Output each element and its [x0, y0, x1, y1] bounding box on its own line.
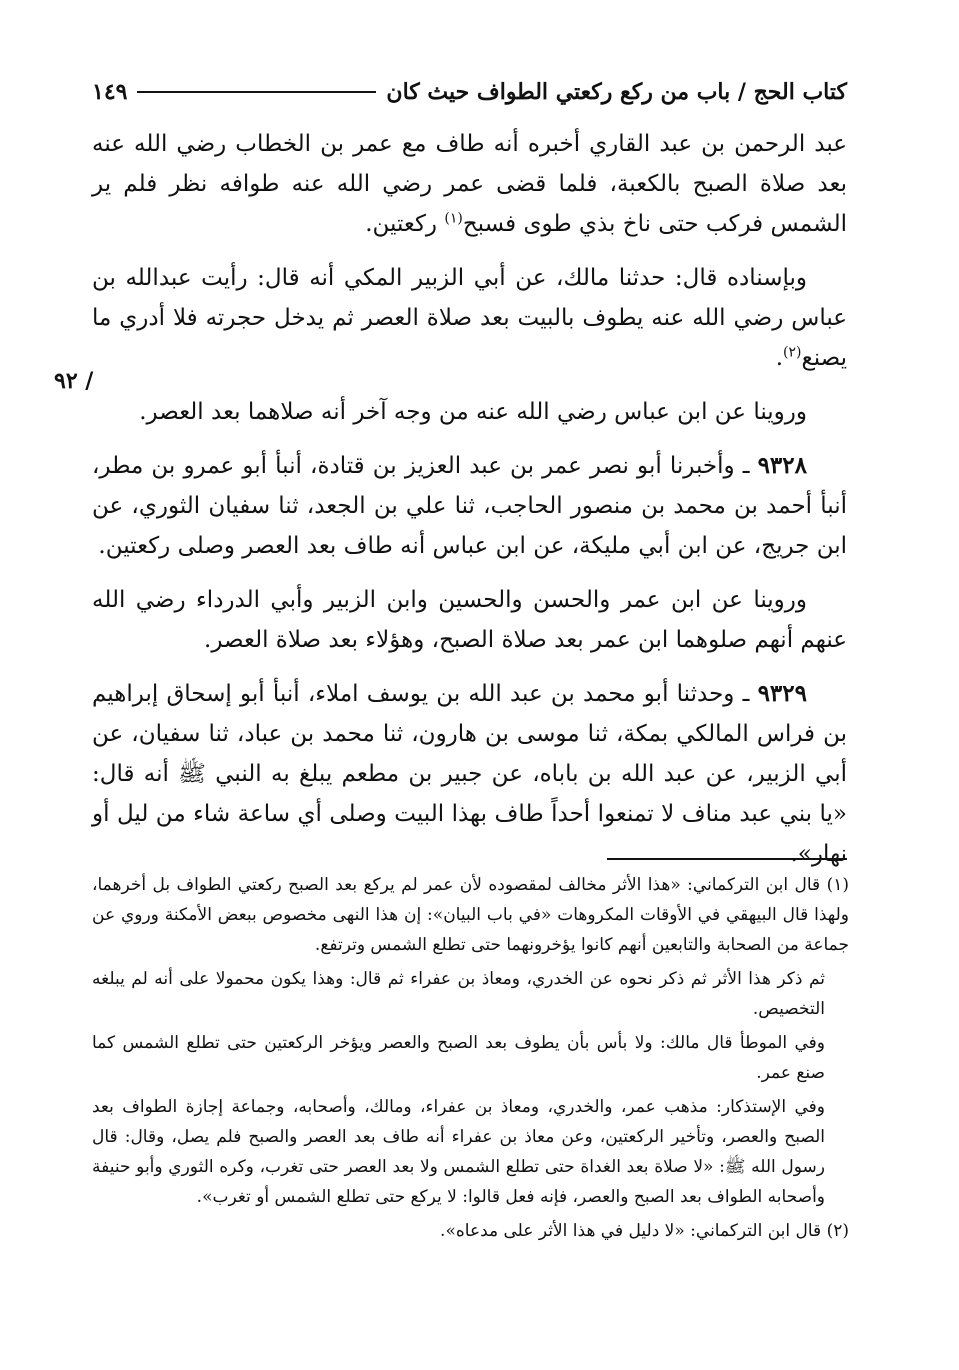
hadith-text: ـ وأخبرنا أبو نصر عمر بن عبد العزيز بن قتادة، أنبأ أبو عمرو بن مطر، أنبأ أحمد بن محمد بن منصور الحاجب، ثنا علي بن الجعد، ثنا سفيان الثوري، عن ابن جريج، عن ابن أبي مليكة، عن ابن عباس أنه طاف بعد العصر وصلى ركعتين. [92, 453, 847, 559]
paragraph-5: وروينا عن ابن عمر والحسن والحسين وابن الزبير وأبي الدرداء رضي الله عنهم أنهم صلوهما ابن عمر بعد صلاة الصبح، وهؤلاء بعد صلاة العصر. [92, 587, 847, 653]
footnotes [92, 870, 849, 1250]
main-text [92, 124, 847, 888]
footnote-marker: (١) [444, 210, 463, 227]
footnote-2: (٢) قال ابن التركماني: «لا دليل في هذا الأثر على مدعاه». [440, 1221, 849, 1241]
paragraph-3: وروينا عن ابن عباس رضي الله عنه من وجه آخر أنه صلاهما بعد العصر. [139, 399, 807, 425]
footnote-1-continued: وفي الإستذكار: مذهب عمر، والخدري، ومعاذ بن عفراء، ومالك، وأصحابه، وجماعة إجازة الطواف بعد الصبح والعصر، وتأخير الركعتين، وعن معاذ بن عفراء أنه طاف بعد العصر والصبح فلم يصل، وقال: قال رسول الله ﷺ: «لا صلاة بعد الغداة حتى تطلع الشمس ولا بعد العصر حتى تغرب، وكره الثوري وأبو حنيفة وأصحابه الطواف بعد الصبح والعصر، فإنه فعل قالوا: لا يركع حتى تطلع الشمس أو تغرب». [92, 1097, 825, 1207]
footnote-1-continued: ثم ذكر هذا الأثر ثم ذكر نحوه عن الخدري، ومعاذ بن عفراء ثم قال: وهذا يكون محمولا على أنه لم يبلغه التخصيص. [92, 969, 825, 1019]
footnote-marker: (٢) [783, 344, 802, 361]
paragraph-text: عبد الرحمن بن عبد القاري أخبره أنه طاف مع عمر بن الخطاب رضي الله عنه بعد صلاة الصبح بالكعبة، فلما قضى عمر رضي الله عنه طوافه نظر فلم ير الشمس فركب حتى ناخ بذي طوى فسبح [92, 131, 847, 237]
hadith-text: ـ وحدثنا أبو محمد بن عبد الله بن يوسف املاء، أنبأ أبو إسحاق إبراهيم بن فراس المالكي بمكة، ثنا موسى بن هارون، ثنا محمد بن عباد، ثنا سفيان، عن أبي الزبير، عن عبد الله بن باباه، عن جبير بن مطعم يبلغ به النبي ﷺ أنه قال: «يا بني عبد مناف لا تمنعوا أحداً طاف بهذا البيت وصلى أي ساعة شاء من ليل أو نهار». [92, 681, 847, 867]
paragraph-text-tail: ركعتين. [365, 211, 445, 237]
paragraph-text: وبإسناده قال: حدثنا مالك، عن أبي الزبير المكي أنه قال: رأيت عبدالله بن عباس رضي الله عنه يطوف بالبيت بعد صلاة العصر ثم يدخل حجرته فلا أدري ما يصنع [92, 265, 847, 371]
footnote-1: (١) قال ابن التركماني: «هذا الأثر مخالف لمقصوده لأن عمر لم يركع بعد الصبح ركعتي الطواف بل أخرهما، ولهذا قال البيهقي في الأوقات المكروهات «في باب البيان»: إن هذا النهى مخصوص ببعض الأمكنة وروي عن جماعة من الصحابة والتابعين أنهم كانوا يؤخرونهما حتى تطلع الشمس وترتفع. [92, 875, 849, 955]
hadith-9328 [92, 446, 847, 566]
paragraph-text-tail: . [775, 345, 783, 371]
hadith-number: ٩٣٢٩ [757, 680, 807, 707]
margin-note: ٩٢ / [54, 368, 94, 394]
running-title: كتاب الحج / باب من ركع ركعتي الطواف حيث كان [386, 79, 847, 105]
hadith-9329 [92, 674, 847, 874]
page-number: ١٤٩ [92, 79, 128, 105]
hadith-number: ٩٣٢٨ [757, 452, 807, 479]
header-rule [137, 91, 376, 93]
paragraph-1 [92, 124, 847, 244]
page-header [92, 72, 847, 112]
footnote-separator [607, 858, 847, 860]
footnote-1-continued: وفي الموطأ قال مالك: ولا بأس بأن يطوف بعد الصبح والعصر ويؤخر الركعتين حتى تطلع الشمس كما صنع عمر. [92, 1033, 825, 1083]
paragraph-2 [92, 258, 847, 378]
